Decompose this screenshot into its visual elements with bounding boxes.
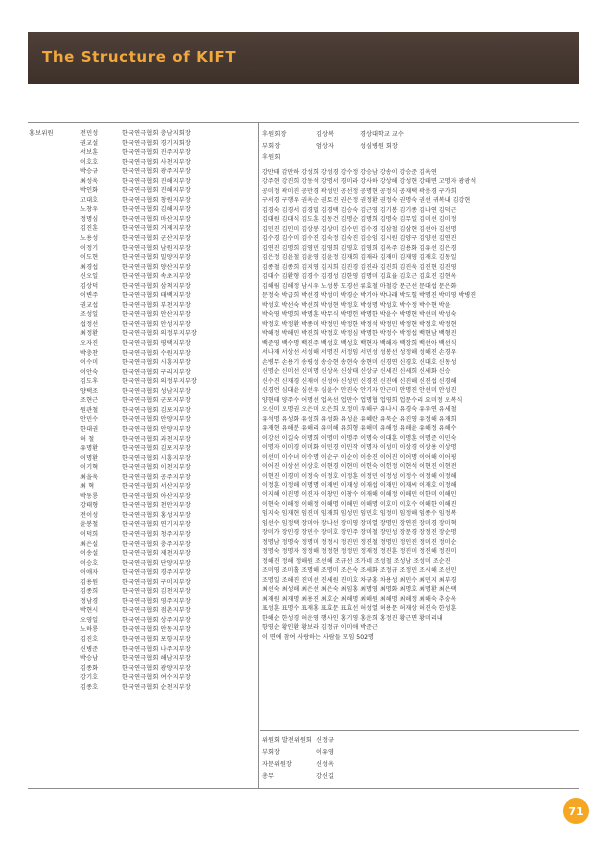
supporter-name-line: 임선수 임정택 장미아 장나선 장미영 장미열 장명민 장연진 장미경 장미혁 (262, 519, 457, 527)
member-organization: 한국연극협회 태백지부장 (122, 292, 191, 300)
member-row (80, 282, 256, 292)
member-name: 오자진 (80, 340, 99, 348)
member-row (80, 224, 256, 234)
supporter-name-line: 정명남 정명숙 정명미 정정시 정진민 정진철 정명민 정인진 정미진 정미순 (262, 538, 457, 546)
member-organization: 한국연극협회 연기지부장 (122, 521, 191, 529)
supporter-name-line: 오신미 오명권 오은미 오은희 오정미 우해구 유나시 유경숙 유우연 유세철 (262, 406, 457, 414)
member-row (80, 559, 256, 569)
member-name: 이덕희 (80, 530, 99, 538)
top-divider (28, 122, 579, 123)
member-organization: 한국연극협회 양산지부장 (122, 263, 191, 271)
development-committee-rows (262, 735, 334, 783)
supporter-name-line: 신경언 심대윤 심선우 심윤수 안진숙 안기자 안근미 안명진 안선미 안성진 (262, 387, 457, 395)
member-organization: 한국연극협회 밀양지부장 (122, 254, 191, 262)
member-name: 노창우 (80, 206, 99, 214)
supporter-name-line: 정해진 정해 정해원 조선해 조규선 조가네 조성철 조성남 조성미 조순진 (262, 557, 451, 565)
supporter-name-line: 정명숙 정명자 정정해 정정현 정정민 정재정 정진훈 정진미 정진해 정진미 (262, 548, 457, 556)
member-name: 최을욱 (80, 473, 99, 481)
supporter-name-line: 한해순 한성경 허운영 행사인 홍기영 홍운희 홍정진 황근면 황미리내 (262, 614, 443, 622)
member-organization: 한국연극협회 상주지부장 (122, 616, 191, 624)
member-organization: 한국연극협회 해남지부장 (122, 655, 191, 663)
member-organization: 한국연극협회 순천지부장 (122, 683, 191, 691)
member-row (80, 396, 256, 406)
page-number-badge: 71 (563, 798, 589, 824)
supporter-name-line: 신명순 신미선 신미명 신상옥 신상태 신상규 신세진 신세희 신세화 신승 (262, 368, 451, 376)
member-organization: 한국연극협회 광양지부장 (122, 664, 191, 672)
member-row (80, 139, 256, 149)
member-organization: 한국연극협회 부천지부장 (122, 301, 191, 309)
member-row (80, 415, 256, 425)
member-name: 박승남 (80, 655, 99, 663)
member-row (80, 377, 256, 387)
member-name: 전민성 (80, 130, 99, 137)
member-row (80, 310, 256, 320)
member-row (80, 540, 256, 550)
member-organization: 한국연극협회 공주지부장 (122, 473, 191, 481)
member-name: 권교설 (80, 139, 99, 147)
member-name: 강기호 (80, 674, 99, 682)
member-row (80, 234, 256, 244)
member-organization: 한국연극협회 천안지부장 (122, 502, 191, 510)
supporter-name-line: 유석명 유성화 유성희 유성화 유성윤 유혜란 유묵순 유진영 유정해 유재희 (262, 415, 457, 423)
member-row (80, 215, 256, 225)
member-name: 최정환 (80, 330, 99, 338)
supporter-name-line: 양현태 양주수 어명선 업옥선 업만수 업명협 업영희 업문수리 요미정 오복식 (262, 396, 463, 404)
member-name: 이명환 (80, 454, 99, 462)
member-row (80, 473, 256, 483)
member-row (80, 654, 256, 664)
development-committee-role: 총무 (262, 773, 274, 780)
member-name: 노하룡 (80, 626, 99, 634)
member-name: 서보훈 (80, 149, 99, 157)
development-committee-label: 위원회 발전위원회 (262, 737, 312, 744)
member-name: 강태형 (80, 502, 99, 510)
member-organization: 한국연극협회 남원지부장 (122, 244, 191, 252)
member-organization: 한국연극협회 홍성지부장 (122, 511, 191, 519)
supporter-name-line: 이현숙 이해정 이해정 이해명 이해민 이해명 이호미 이호수 이해한 이해진 (262, 500, 457, 508)
member-row (80, 578, 256, 588)
page-header-band (28, 32, 579, 84)
member-name: 김도후 (80, 378, 99, 386)
member-organization: 한국연극협회 서산지부장 (122, 483, 191, 491)
member-organization: 한국연극협회 안성지부장 (122, 320, 191, 328)
officer-row (316, 141, 516, 153)
member-name: 권교섭 (80, 301, 99, 309)
supporter-names-block (262, 168, 576, 642)
member-row (80, 263, 256, 273)
member-name: 이호호 (80, 158, 99, 166)
member-organization: 한국연극협회 마산지부장 (122, 215, 191, 223)
officer-title: 경상대학교 교수 (360, 131, 404, 138)
supporter-name-line: 이지해 이진명 이진자 이창민 이창수 이재해 이해정 이해민 이한미 이해민 (262, 491, 457, 499)
member-organization: 한국연극협회 김천지부장 (122, 588, 191, 596)
member-organization: 한국연극협회 영주지부장 (122, 597, 191, 605)
promotion-committee-list (80, 129, 256, 692)
supporter-name-line: 이현진 이경미 이정숙 이정호 이정훈 이정민 이정성 이정수 이정해 이정해 (262, 472, 457, 480)
member-organization: 한국연극협회 단양지부장 (122, 559, 191, 567)
member-name: 전이성 (80, 511, 99, 519)
supporter-name-line: 최선숙 최성해 최은선 최은숙 최임홍 최명영 최명화 최명호 최명환 최은택 (262, 586, 457, 594)
member-organization: 한국연극협회 구미지부장 (122, 578, 191, 586)
member-row (80, 549, 256, 559)
member-row (80, 349, 256, 359)
development-committee-role: 자문위원장 (262, 761, 292, 768)
supporter-name-line: 구서경 구행우 권옥순 권토진 권은정 권정환 권정숙 권명숙 권선 귀복내 김강현 (262, 197, 471, 205)
development-committee-name: 강신길 (316, 773, 334, 780)
member-name: 양택조 (80, 387, 99, 395)
member-name: 김상덕 (80, 282, 99, 290)
member-row (80, 339, 256, 349)
member-organization: 한국연극협회 경기지회장 (122, 139, 191, 147)
member-row (80, 406, 256, 416)
supporter-name-line: 임지숙 임재현 임진미 임재희 임성민 임민호 임정미 임정해 임종수 임정복 (262, 510, 457, 518)
member-row (80, 244, 256, 254)
member-organization: 한국연극협회 김포지부장 (122, 445, 191, 453)
supporter-name-line: 김은정 김윤철 김윤영 김윤정 김재희 김재라 김재미 김재영 김재호 김동일 (262, 254, 457, 262)
member-organization: 한국연극협회 의정부지부장 (122, 378, 197, 386)
member-organization: 한국연극협회 안양지부장 (122, 425, 191, 433)
member-name: 이송설 (80, 550, 99, 558)
member-organization: 한국연극협회 충주지부장 (122, 540, 191, 548)
member-row (80, 196, 256, 206)
development-committee-name: 신성옥 (316, 761, 334, 768)
development-committee-row (262, 747, 334, 759)
supporter-name-line: 이선미 이수녀 이수명 이순구 이순이 이송진 이어진 이어명 이어해 이어핑 (262, 453, 457, 461)
member-organization: 한국연극협회 포항지부장 (122, 635, 191, 643)
member-organization: 한국연극협회 점촌지부장 (122, 607, 191, 615)
supporter-name-line: 공미정 곽미진 공만경 곽성민 공선정 공명현 공정식 공재택 곽응경 구가희 (262, 187, 457, 195)
supporter-name-line: 표성훈 표명수 표재홍 표효문 표효선 허성열 허용문 허재상 허진숙 한성훈 (262, 605, 457, 613)
member-organization: 한국연극협회 여수지부장 (122, 674, 191, 682)
supporter-name-line: 김민진 김민미 김상봉 김상미 김수민 김수경 김삼철 김삼현 김선아 김선명 (262, 225, 457, 233)
supporter-name-line: 김경숙 김경서 김경밀 김경택 김승숙 김근영 김기봉 김기종 김나연 김덕근 (262, 206, 457, 214)
member-name: 박동룡 (80, 492, 99, 500)
member-row (80, 158, 256, 168)
member-name: 박승규 (80, 168, 99, 176)
supporter-name-line: 박정호 박정환 박종미 박정민 박정한 박정석 박정민 박정현 박정호 박정현 (262, 320, 457, 328)
officer-name: 엄상자 (316, 142, 334, 150)
member-organization: 한국연극협회 수원지부장 (122, 349, 191, 357)
member-row (80, 272, 256, 282)
member-row (80, 568, 256, 578)
supporter-name-line: 김해림 김해정 남시우 노성봉 도경선 류효철 마철강 문근선 문대섭 문은화 (262, 282, 457, 290)
member-organization: 한국연극협회 시흥지부장 (122, 359, 191, 367)
member-row (80, 205, 256, 215)
development-committee-role: 부회장 (262, 749, 280, 756)
member-name: 김종호 (80, 683, 99, 691)
member-name: 조현근 (80, 397, 99, 405)
supporter-name-line: 조명일 조해진 진미선 진세원 진미호 차규홍 차용성 최민수 최민지 최부경 (262, 576, 457, 584)
member-organization: 한국연극협회 진해지부장 (122, 187, 191, 195)
content-area (28, 122, 579, 790)
member-row (80, 587, 256, 597)
member-organization: 한국연극협회 속초지부장 (122, 273, 191, 281)
member-name: 이수미 (80, 359, 99, 367)
member-name: 이기혁 (80, 464, 99, 472)
member-organization: 한국연극협회 성남지부장 (122, 387, 191, 395)
member-row (80, 368, 256, 378)
member-row (80, 454, 256, 464)
member-row (80, 253, 256, 263)
supporter-name-line: 강주현 강진희 강동석 강명서 경미라 강사하 강상해 강성현 강태면 고명자 광광석 (262, 178, 477, 186)
member-name: 안민수 (80, 416, 99, 424)
supporter-name-line: 김종철 김종희 김지영 김지희 김진경 김진라 김진희 김진욱 김진현 김진영 (262, 263, 457, 271)
officer-title: 성심병원 회장 (360, 142, 398, 150)
member-row (80, 186, 256, 196)
bottom-divider (28, 788, 579, 789)
member-organization: 한국연극협회 제천지부장 (122, 550, 191, 558)
member-organization: 한국연극협회 나주지부장 (122, 645, 191, 653)
member-organization: 한국연극협회 경주지부장 (122, 569, 191, 577)
member-organization: 한국연극협회 구리지부장 (122, 368, 191, 376)
member-organization: 한국연극협회 시흥지부장 (122, 454, 191, 462)
member-row (80, 492, 256, 502)
member-name: 오영일 (80, 616, 99, 624)
supporter-name-line: 유재현 유해분 유해리 유미해 유희형 유해미 유해정 유해윤 유해정 유해수 (262, 425, 457, 433)
supporter-role-labels (262, 129, 314, 164)
supporter-role-label: 후원회장 (262, 131, 287, 138)
supporter-name-line: 장미가 장민경 장민수 장미호 장민주 장미철 장민성 장문경 장정진 장순명 (262, 529, 457, 537)
member-row (80, 625, 256, 635)
member-name: 섭정선 (80, 320, 99, 328)
supporter-name-line: 박숙영 박명희 박명훈 박무식 박명헌 박명한 박윤수 박명현 박선미 박성숙 (262, 311, 457, 319)
supporter-name-line: 손병무 손용기 송평성 송승현 송현숙 송현미 신경연 신경호 신대호 신동성 (262, 358, 457, 366)
member-row (80, 387, 256, 397)
member-row (80, 673, 256, 683)
member-row (80, 358, 256, 368)
member-name: 최 혁 (80, 483, 95, 491)
member-row (80, 291, 256, 301)
member-name: 최성욱 (80, 177, 99, 185)
supporter-name-line: 신수진 신재경 신재이 신성아 신성민 신경진 신진애 신진해 신진섭 신경해 (262, 377, 457, 385)
bottom-box-divider (260, 730, 579, 731)
column-divider (258, 122, 259, 789)
member-organization: 한국연극협회 군산지부장 (122, 235, 191, 243)
development-committee-name: 이유영 (316, 749, 334, 756)
supporter-name-line: 김수경 김수미 김수진 김숙정 김숙진 김승임 김시원 김양구 김양선 김연진 (262, 235, 457, 243)
member-row (80, 597, 256, 607)
member-organization: 한국연극협회 거제지부장 (122, 225, 191, 233)
member-name: 최경섭 (80, 263, 99, 271)
supporter-name-line: 최재원 최재명 최용진 최호순 최해명 최해원 최해명 최해정 최해숙 추숭옥 (262, 595, 457, 603)
development-committee-chair-name: 신정규 (316, 737, 334, 744)
member-name: 박현시 (80, 607, 99, 615)
member-row (80, 635, 256, 645)
supporter-role-label: 부회장 (262, 142, 281, 150)
member-organization: 한국연극협회 광주지부장 (122, 168, 191, 176)
member-organization: 한국연극협회 진해지부장 (122, 177, 191, 185)
member-row (80, 683, 256, 693)
member-row (80, 148, 256, 158)
supporter-role-label: 후원회 (262, 154, 281, 162)
member-name: 김종화 (80, 664, 99, 672)
supporter-name-line: 강만태 감만하 강성희 강성경 강수정 강승남 강송이 강승준 김옥연 (262, 169, 437, 176)
member-row (80, 645, 256, 655)
member-organization: 한국연극협회 김포지부장 (122, 406, 191, 414)
development-committee-row (262, 771, 334, 783)
member-name: 원관철 (80, 406, 99, 414)
supporter-name-line: 박해정 박해민 박진희 박정호 박정심 박명한 박정수 박정섭 백현남 백형진 (262, 330, 457, 338)
member-row (80, 530, 256, 540)
member-name: 신오일 (80, 273, 99, 281)
page-title: The Structure of KIFT (42, 48, 237, 66)
member-organization: 한국연극협회 평택지부장 (122, 340, 191, 348)
member-name: 이애자 (80, 569, 99, 577)
member-organization: 한국연극협회 안산지부장 (122, 311, 191, 319)
supporter-name-line: 문정숙 박급희 박선경 박성미 박경순 박기아 박나래 박도힐 박명진 박미영 박병진 (262, 292, 477, 300)
member-name: 김진호 (80, 635, 99, 643)
member-row (80, 664, 256, 674)
member-name: 허 철 (80, 435, 95, 443)
member-row (80, 606, 256, 616)
member-row (80, 167, 256, 177)
member-name: 이안숙 (80, 368, 99, 376)
member-row (80, 511, 256, 521)
member-name: 이변주 (80, 292, 99, 300)
supporter-name-line: 박성호 박선숙 박선희 박성현 박정호 박성명 박성호 박수정 박수현 박윤 (262, 301, 451, 309)
officer-name: 김상복 (316, 131, 334, 138)
member-name: 조성일 (80, 311, 99, 319)
development-committee-label-row (262, 735, 334, 747)
member-organization: 한국연극협회 진주지부장 (122, 149, 191, 157)
member-name: 이승호 (80, 559, 99, 567)
supporter-name-line: 서나재 서상선 서성해 서명진 서정임 서민성 성봉선 성정해 성해진 손경우 (262, 349, 457, 357)
member-row (80, 616, 256, 626)
member-name: 한대권 (80, 425, 99, 433)
member-row (80, 129, 256, 139)
member-organization: 한국연극협회 창원지부장 (122, 196, 191, 204)
supporter-name-line: 항영순 황인환 황보라 김정규 이미애 박준근 (262, 624, 378, 632)
member-organization: 한국연극협회 청주지부장 (122, 530, 191, 538)
supporter-name-line: 김대원 김대식 김도훈 김동건 김명순 김명희 김명숙 김무일 김미선 김미정 (262, 216, 457, 224)
left-section-label: 홍보위원 (29, 130, 54, 137)
member-row (80, 501, 256, 511)
member-name: 김용원 (80, 578, 99, 586)
member-organization: 한국연극협회 김해지부장 (122, 206, 191, 214)
supporter-name-line: 김연진 김명희 김영민 김영희 김영호 김영희 김옥주 김용화 김유선 김은경 (262, 244, 457, 252)
member-name: 윤봉철 (80, 521, 99, 529)
member-name: 정남경 (80, 597, 99, 605)
member-row (80, 463, 256, 473)
member-row (80, 301, 256, 311)
member-organization: 한국연극협회 이천지부장 (122, 464, 191, 472)
supporter-name-line: 조미영 조미홀 조명해 조명미 조은숙 조세화 조정규 조정민 조시해 조선민 (262, 567, 457, 575)
supporter-total-line: 이 면에 참여 사랑하는 사람들 모임 502명 (262, 633, 374, 641)
member-row (80, 435, 256, 445)
member-row (80, 320, 256, 330)
supporter-name-line: 이명자 이미경 이미화 이민경 이민작 이명자 이성미 이상경 이상용 이상명 (262, 444, 457, 452)
member-row (80, 329, 256, 339)
member-organization: 한국연극협회 군포지부장 (122, 397, 191, 405)
member-row (80, 482, 256, 492)
member-name: 박충찬 (80, 349, 99, 357)
development-committee-row (262, 759, 334, 771)
member-organization: 한국연극협회 과천지부장 (122, 435, 191, 443)
supporter-name-line: 김대수 김환형 김경수 김경성 김한영 김명미 김효율 김호근 김효진 김현옥 (262, 273, 457, 281)
member-row (80, 520, 256, 530)
member-organization: 한국연극협회 삼척지부장 (122, 282, 191, 290)
supporter-name-line: 이정훈 이정해 이명명 이재빈 이재성 이재섭 이재민 이재씨 이재호 이정해 (262, 481, 457, 489)
member-row (80, 425, 256, 435)
member-row (80, 444, 256, 454)
member-name: 박인화 (80, 187, 99, 195)
supporter-name-line: 백준영 백수명 백진주 백성호 백성호 백현자 백해자 백장희 백선아 백선식 (262, 339, 457, 347)
member-organization: 한국연극협회 안동지부장 (122, 626, 191, 634)
officer-row (316, 129, 516, 141)
member-row (80, 177, 256, 187)
member-organization: 한국연극협회 충남지회장 (122, 130, 191, 137)
member-name: 신병준 (80, 645, 99, 653)
member-name: 고대호 (80, 196, 99, 204)
member-organization: 한국연극협회 의정부지부장 (122, 330, 197, 338)
supporter-name-line: 이강선 이길숙 이명희 이명미 이명주 이명숙 이대훈 이명훈 이명준 이민숙 (262, 434, 457, 442)
member-name: 최은실 (80, 540, 99, 548)
member-name: 정명심 (80, 215, 99, 223)
member-organization: 한국연극협회 사천지부장 (122, 158, 191, 166)
member-name: 노용성 (80, 235, 99, 243)
supporter-name-line: 이어진 이상선 이상호 이현경 이현미 이헌숙 이헌정 이현석 이현진 이현전 (262, 463, 457, 471)
member-organization: 한국연극협회 안양지부장 (122, 416, 191, 424)
supporter-officer-list (316, 129, 516, 152)
member-name: 이도현 (80, 254, 99, 262)
member-name: 유명환 (80, 445, 99, 453)
member-name: 김진훈 (80, 225, 99, 233)
member-organization: 한국연극협회 아산지부장 (122, 492, 191, 500)
member-name: 이정기 (80, 244, 99, 252)
member-name: 김종희 (80, 588, 99, 596)
